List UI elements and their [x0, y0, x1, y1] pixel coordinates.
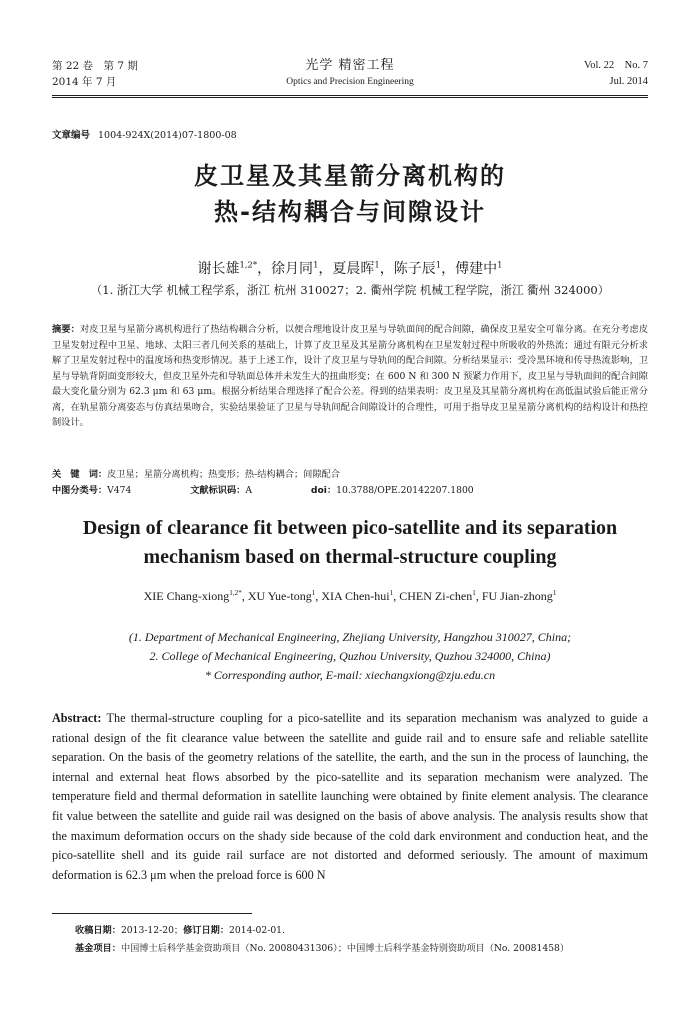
- clc-number: 中图分类号：V474: [52, 485, 132, 496]
- cn-author: 夏晨晖$^1$: [332, 259, 380, 277]
- volume-issue: 第 22 卷 第 7 期: [52, 60, 138, 72]
- cn-affiliation: （1. 浙江大学 机械工程学系，浙江 杭州 310027；2. 衢州学院 机械工程学院，浙江 衢州 324000）: [90, 283, 610, 297]
- classification-info: [52, 482, 530, 496]
- en-author: FU Jian-zhong$^1$: [481, 589, 557, 603]
- cn-title-line-1: 皮卫星及其星箭分离机构的: [194, 162, 506, 190]
- corresponding-author: * Corresponding author, E-mail: xiechangxiong@zju.edu.cn: [204, 668, 496, 682]
- volume-issue-en: Vol. 22 No. 7: [584, 60, 648, 71]
- issue-date: 2014 年 7 月: [52, 76, 117, 88]
- en-author: XIA Chen-hui$^1$: [321, 589, 394, 603]
- header-rule: [52, 95, 648, 96]
- cn-author: 陈子辰$^1$: [393, 259, 442, 277]
- en-author: XIE Chang-xiong$^{1,2*}$: [143, 589, 242, 603]
- header-rule-double: [52, 97, 648, 98]
- en-affiliation-line-1: (1. Department of Mechanical Engineering, Zhejiang University, Hangzhou 310027, China;: [128, 630, 572, 644]
- cn-author: 谢长雄$^{1,2*}$: [197, 259, 258, 277]
- en-title-line-1: Design of clearance fit between pico-satellite and its separation: [82, 517, 618, 539]
- cn-keywords: [52, 466, 340, 480]
- en-abstract-label: Abstract:: [52, 711, 102, 725]
- cn-abstract: [52, 322, 648, 431]
- article-number-value: 1004-924X(2014)07-1800-08: [98, 130, 237, 141]
- cn-abstract-text: 对皮卫星与星箭分离机构进行了热结构耦合分析，以便合理地设计皮卫星与导轨面间的配合间隙，确保皮卫星安全可靠分离。在充分考虑皮卫星发射过程中卫星、地球、太阳三者几何关系的基础上，计算了皮卫星及其星箭分离机构在卫星发射过程中所吸收的外热流；通过有限元分析求解了卫星发射过程中的温度场和热变形情况。基于上述工作，设计了皮卫星与导轨间的配合间隙。分析结果显示：受冷黑环境和传导热流影响，卫星与导轨背阴面变形较大，但皮卫星外壳和导轨面总体并未发生大的扭曲形变；在 600 N 和 300 N 预紧力作用下，皮卫星与导轨面间的配合间隙最大变化量分别为 62.3 μm 和 63 μm。根据分析结果合理选择了配合公差。得到的结果表明：皮卫星及其星箭分离机构在高低温试验后能正常分离，在轨星箭分离姿态与仿真结果吻合，实验结果验证了卫星与导轨间配合间隙设计的合理性，可用于指导皮卫星星箭分离机构的结构设计和热控制设计。: [52, 324, 649, 428]
- cn-keywords-text: 皮卫星；星箭分离机构；热变形；热-结构耦合；间隙配合: [107, 469, 340, 480]
- journal-name-en: Optics and Precision Engineering: [286, 77, 414, 87]
- en-title: [0, 514, 700, 572]
- en-abstract: [52, 709, 648, 885]
- issue-date-en: Jul. 2014: [609, 76, 648, 87]
- cn-author: 徐月同$^1$: [271, 259, 319, 277]
- footnote-rule: [52, 913, 252, 914]
- journal-name-cn: 光学 精密工程: [305, 58, 395, 73]
- cn-abstract-label: 摘要：: [52, 324, 80, 335]
- cn-title-line-2: 热-结构耦合与间隙设计: [214, 198, 486, 226]
- doi: doi：10.3788/OPE.20142207.1800: [310, 485, 474, 496]
- document-code: 文献标识码：A: [190, 485, 252, 496]
- en-author: CHEN Zi-chen$^1$: [399, 589, 476, 603]
- en-affiliation-line-2: 2. College of Mechanical Engineering, Quzhou University, Quzhou 324000, China): [149, 649, 551, 663]
- cn-author-list: 谢长雄$^{1,2*}$，徐月同$^1$，夏晨晖$^1$，陈子辰$^1$，傅建中$^1$: [197, 259, 503, 277]
- en-abstract-text: The thermal-structure coupling for a pico-satellite and its separation mechanism was analyzed to guide a rational design of the fit clearance value between the satellite and guide rail and to ensure safe and reliable satellite separation. On the basis of the geometry relations of the satellite, the earth, and the sun in the process of launching, the internal and external heat flows absorbed by the pico-satellite and its separation mechanism were analyzed. The temperature field and thermal deformation in satellite launching were obtained by finite element analysis. The clearance fit value between the satellite and guide rail was designed on the basis of above analysis. The analysis results show that the maximum deformation occurs on the shady side because of the cold dark environment and conduction heat, and the pico-satellite shell and its guide rail surface are not distorted and deformed seriously. The amount of maximum deformation is 62.3 μm when the preload force is 600 N: [52, 711, 648, 882]
- cn-author: 傅建中$^1$: [455, 259, 503, 277]
- article-number-label: 文章编号: [52, 130, 91, 141]
- cn-keywords-label: 关 键 词：: [52, 469, 108, 480]
- issue-info-en: [584, 58, 648, 90]
- en-affiliation: [0, 628, 700, 685]
- en-title-line-2: mechanism based on thermal-structure coupling: [143, 546, 557, 568]
- received-dates: 收稿日期：2013-12-20；修订日期：2014-02-01.: [75, 925, 285, 936]
- funding-info: 基金项目：中国博士后科学基金资助项目（No. 20080431306）；中国博士后科学基金特别资助项目（No. 20081458）: [75, 943, 570, 954]
- en-author-list: XIE Chang-xiong$^{1,2*}$, XU Yue-tong$^1$, XIA Chen-hui$^1$, CHEN Zi-chen$^1$, FU Jian-zhong$^1$: [143, 589, 557, 603]
- en-author: XU Yue-tong$^1$: [247, 589, 316, 603]
- article-number: [52, 127, 237, 141]
